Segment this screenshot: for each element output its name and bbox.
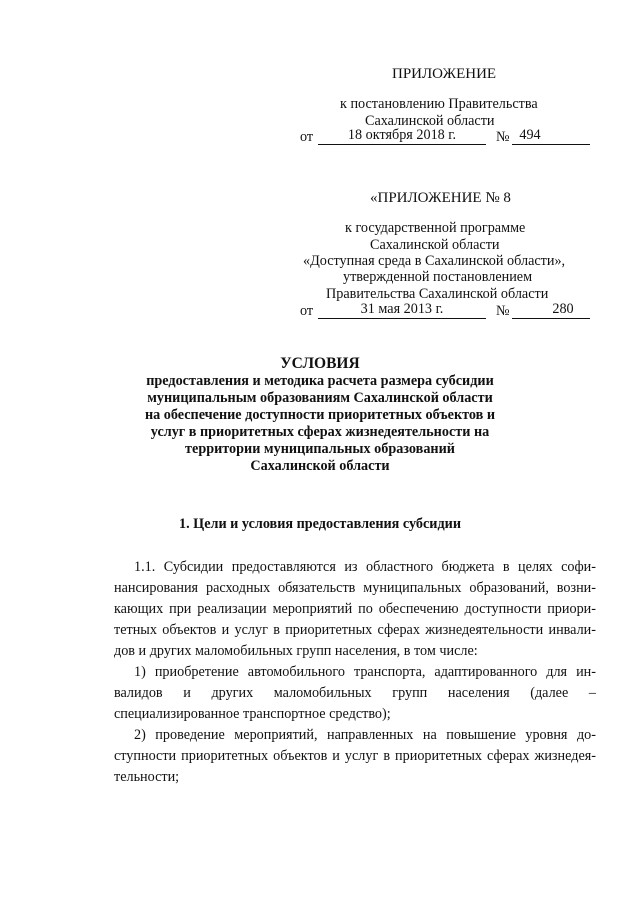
section-1-heading: 1. Цели и условия предоставления субсидии <box>178 516 462 532</box>
header-number-label: № <box>496 129 510 145</box>
appendix-line-2: Сахалинской области <box>370 237 500 253</box>
paragraph-1-1 <box>114 557 596 662</box>
paragraph-line: 2) проведение мероприятий, направленных на повышение уровня до- <box>134 727 596 743</box>
appendix-number-label: № <box>496 303 510 319</box>
header-number-underline <box>512 144 590 145</box>
paragraph-line: кающих при реализации мероприятий по обеспечению доступности приори- <box>114 601 596 617</box>
main-title-line: предоставления и методика расчета размера субсидии <box>146 373 494 389</box>
main-title-line: Сахалинской области <box>250 458 390 474</box>
main-title-line: услуг в приоритетных сферах жизнедеятельности на <box>150 424 490 440</box>
appendix-number-underline <box>512 318 590 319</box>
header-date-underline <box>318 144 486 145</box>
paragraph-line: специализированное транспортное средство); <box>114 706 391 722</box>
paragraph-line: нансирования расходных обязательств муниципальных образований, возни- <box>114 580 596 596</box>
header-from-label: от <box>300 129 314 145</box>
paragraph-item-1 <box>114 662 596 725</box>
main-title-line: на обеспечение доступности приоритетных объектов и <box>144 407 496 423</box>
appendix-date: 31 мая 2013 г. <box>360 301 444 317</box>
paragraph-line: тельности; <box>114 769 180 785</box>
paragraph-line: ступности приоритетных объектов и услуг в приоритетных сферах жизнедея- <box>114 748 596 764</box>
paragraph-line: валидов и других маломобильных групп населения (далее – <box>114 685 596 701</box>
appendix-line-5: Правительства Сахалинской области <box>326 286 549 302</box>
header-line-1: к постановлению Правительства <box>340 96 538 112</box>
header-title: ПРИЛОЖЕНИЕ <box>392 66 497 82</box>
paragraph-line: 1) приобретение автомобильного транспорта, адаптированного для ин- <box>134 664 596 680</box>
appendix-date-underline <box>318 318 486 319</box>
paragraph-line: тетных объектов и услуг в приоритетных сферах жизнедеятельности инвали- <box>114 622 596 638</box>
header-number: 494 <box>519 127 541 143</box>
main-title-line: муниципальным образованиям Сахалинской области <box>147 390 493 406</box>
paragraph-item-2 <box>114 725 596 788</box>
main-title-line: территории муниципальных образований <box>185 441 455 457</box>
appendix-line-3: «Доступная среда в Сахалинской области», <box>303 253 566 269</box>
appendix-number: 280 <box>552 301 574 317</box>
header-line-2: Сахалинской области <box>365 113 495 129</box>
paragraph-line: дов и других маломобильных групп населения, в том числе: <box>114 643 478 659</box>
appendix-line-4: утвержденной постановлением <box>343 269 533 285</box>
appendix-from-label: от <box>300 303 314 319</box>
paragraph-line: 1.1. Субсидии предоставляются из областного бюджета в целях софи- <box>134 559 596 575</box>
header-date: 18 октября 2018 г. <box>347 127 457 143</box>
appendix-line-1: к государственной программе <box>345 220 526 236</box>
main-title-heading: УСЛОВИЯ <box>280 355 360 372</box>
appendix-title: «ПРИЛОЖЕНИЕ № 8 <box>370 190 511 206</box>
